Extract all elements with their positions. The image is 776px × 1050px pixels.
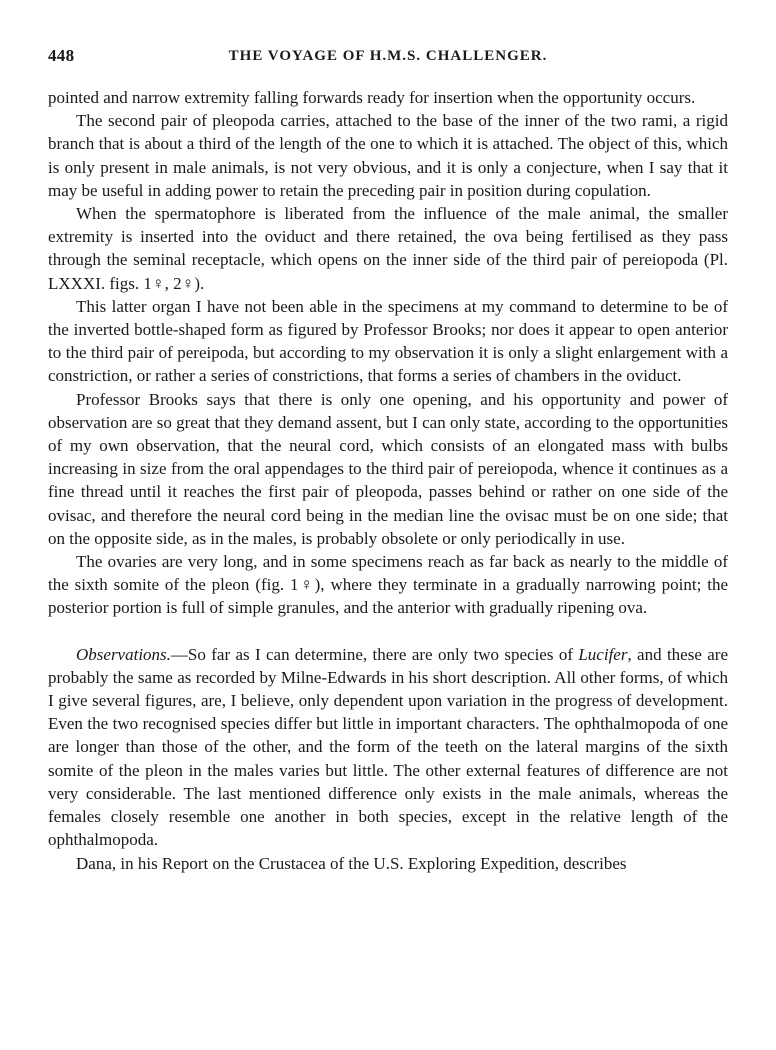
observations-text-1: So far as I can determine, there are only two species of: [187, 644, 579, 664]
observations-text-2: , and these are probably the same as recorded by Milne-Edwards in his short description. All other forms, of which I give several figures, are, I believe, only dependent upon variation in the progress of development. Even the two recognised species differ but little in important characters. The ophthalmopoda of one are longer than those of the other, and the form of the teeth on the lateral margins of the sixth somite of the pleon in the males varies but little. The other external features of difference are not very considerable. The last mentioned difference only exists in the male animals, whereas the females closely resemble one another in both species, except in the relative length of the ophthalmopoda.: [48, 644, 728, 850]
page-number: 448: [48, 46, 75, 65]
running-header: [48, 40, 728, 74]
genus-name: Lucifer: [578, 644, 628, 664]
paragraph-observations: [48, 643, 728, 852]
paragraph-oviduct: This latter organ I have not been able in the specimens at my command to determine to be of the inverted bottle-shaped form as figured by Professor Brooks; nor does it appear to open anterior to the third pair of pereipoda, but according to my observation it is only a slight enlargement with a constriction, or rather a series of constrictions, that forms a series of chambers in the oviduct.: [48, 296, 728, 386]
observations-heading: Observations.: [76, 644, 171, 664]
book-page: [48, 40, 728, 875]
paragraph-neural-cord: Professor Brooks says that there is only one opening, and his opportunity and power of observation are so great that they demand assent, but I can only state, according to the opportunities of my own observation, that the neural cord, which consists of an elongated mass with bulbs increasing in size from the oral appendages to the third pair of pereiopoda, whence it continues as a fine thread until it reaches the first pair of pleopoda, passes behind or rather on one side of the ovisac, and therefore the neural cord being in the median line the ovisac must be on one side; that on the opposite side, as in the males, is probably obsolete or only periodically in use.: [48, 389, 728, 548]
paragraph-ovaries: The ovaries are very long, and in some specimens reach as far back as nearly to the middle of the sixth somite of the pleon (fig. 1♀), where they terminate in a gradually narrowing point; the posterior portion is full of simple granules, and the anterior with gradually ripening ova.: [48, 552, 728, 618]
paragraph-spermatophore: When the spermatophore is liberated from the influence of the male animal, the smaller extremity is inserted into the oviduct and there retained, the ova being fertilised as they pass through the seminal receptacle, which opens on the inner side of the third pair of pereiopoda (Pl. LXXXI. figs. 1♀, 2♀).: [48, 204, 728, 293]
observations-dash: —: [170, 644, 188, 664]
paragraph-continuation: pointed and narrow extremity falling forwards ready for insertion when the opportunity occurs.: [48, 88, 696, 107]
paragraph-pleopoda: The second pair of pleopoda carries, attached to the base of the inner of the two rami, a rigid branch that is about a third of the length of the one to which it is attached. The object of this, which is only present in male animals, is not very obvious, and it is only a conjecture, when I say that it may be useful in adding power to retain the preceding pair in position during copulation.: [48, 111, 728, 200]
paragraph-dana: Dana, in his Report on the Crustacea of the U.S. Exploring Expedition, describes: [76, 853, 627, 873]
running-title: THE VOYAGE OF H.M.S. CHALLENGER.: [228, 48, 548, 64]
